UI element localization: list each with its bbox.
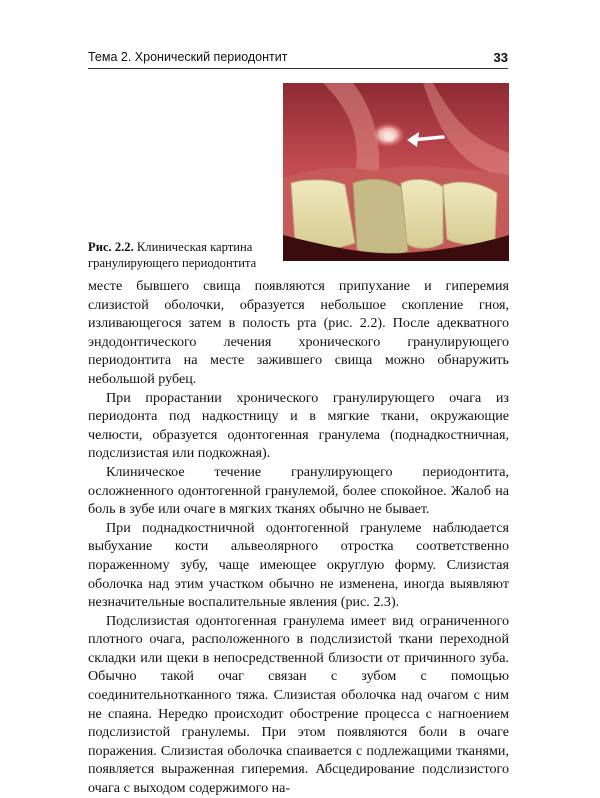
paragraph: месте бывшего свища появляются припухание и гиперемия слизистой оболочки, образуется небольшое скопление гноя, изливающегося затем в полость рта (рис. 2.2). После адекватного эндодонтического лечения хронического гранулирующего периодонтита на месте зажившего свища можно обнаружить небольшой рубец.: [88, 278, 509, 387]
paragraph: При прорастании хронического гранулирующего очага из периодонта под надкостницу и в мягкие ткани, окружающие челюсти, образуется одонтогенная гранулема (поднадкостничная, подслизистая или подкожная).: [88, 389, 509, 462]
figure-caption: [88, 239, 278, 271]
figure-label: Рис. 2.2.: [88, 240, 134, 254]
figure-caption-text: Клиническая картина гранулирующего периодонтита: [88, 240, 257, 270]
page-number: 33: [493, 50, 508, 65]
paragraph: Подслизистая одонтогенная гранулема имеет вид ограниченного плотного очага, расположенного в подслизистой ткани переходной складки или щеки в непосредственной близости от причинного зуба. Обычно такой очаг связан с зубом с помощью соединительнотканного тяжа. Слизистая оболочка над очагом с ним не спаяна. Нередко происходит обострение процесса с нагноением подслизистой гранулемы. При этом появляются боли в очаге поражения. Слизистая оболочка спаивается с подлежащими тканями, появляется выраженная гиперемия. Абсцедирование подслизистого очага с выходом содержимого на-: [88, 612, 509, 797]
paragraph: При поднадкостничной одонтогенной гранулеме наблюдается выбухание кости альвеолярного отростка соответственно пораженному зубу, чаще имеющее округлую форму. Слизистая оболочка над этим участком обычно не изменена, иногда выявляют незначительные воспалительные явления (рис. 2.3).: [88, 519, 509, 611]
paragraph: Клиническое течение гранулирующего периодонтита, осложненного одонтогенной гранулемой, более спокойное. Жалоб на боль в зубе или очаге в мягких тканях обычно не бывает.: [88, 463, 509, 518]
running-header: [88, 50, 508, 69]
body-text: [88, 277, 509, 798]
chapter-title: Тема 2. Хронический периодонтит: [88, 50, 288, 64]
clinical-photo: [283, 83, 509, 261]
clinical-photo-icon: [283, 83, 509, 261]
